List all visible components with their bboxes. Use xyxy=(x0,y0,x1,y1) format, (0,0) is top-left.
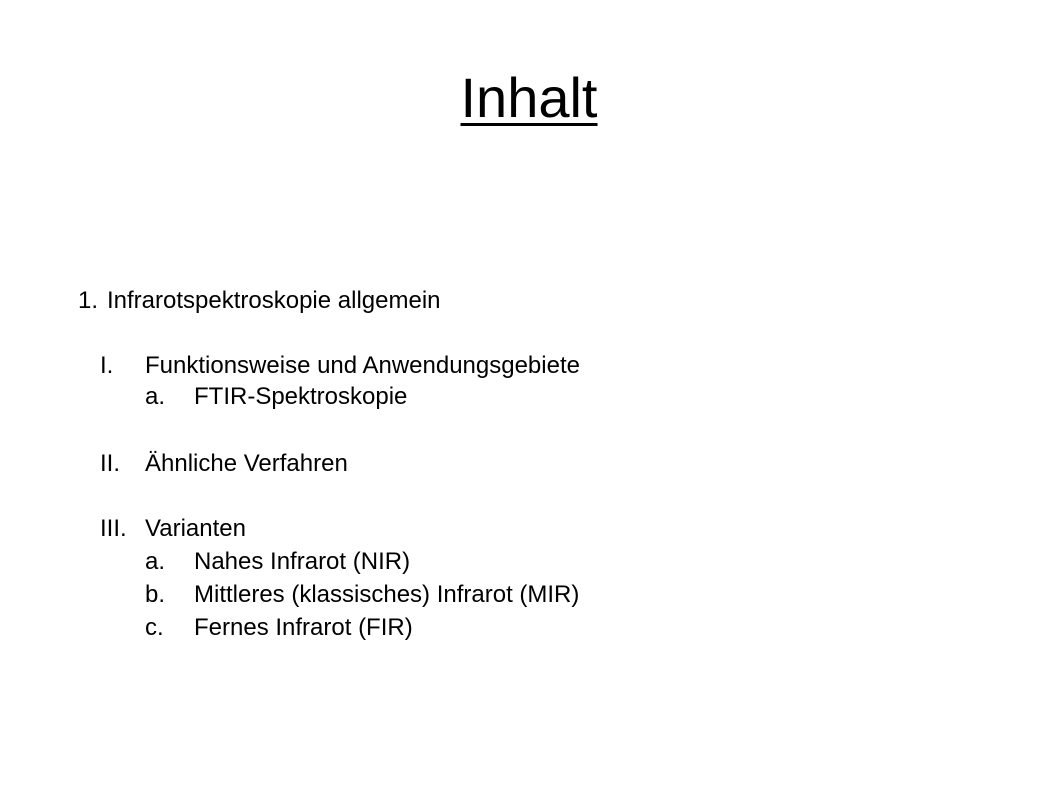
outline-text: Infrarotspektroskopie allgemein xyxy=(107,287,441,314)
outline-text: Ähnliche Verfahren xyxy=(145,450,348,477)
outline-marker: III. xyxy=(100,515,127,542)
outline-marker: 1. xyxy=(78,287,99,314)
slide-title: Inhalt xyxy=(460,66,598,129)
outline-marker: I. xyxy=(100,352,114,379)
outline-text: Varianten xyxy=(145,515,246,542)
outline-text: FTIR-Spektroskopie xyxy=(194,383,408,410)
outline-marker: b. xyxy=(145,581,166,608)
outline-marker: II. xyxy=(100,450,121,477)
outline-marker: a. xyxy=(145,383,166,410)
outline-text: Mittleres (klassisches) Infrarot (MIR) xyxy=(194,581,580,608)
outline-marker: a. xyxy=(145,548,166,575)
outline-marker: c. xyxy=(145,614,164,641)
outline-text: Nahes Infrarot (NIR) xyxy=(194,548,411,575)
outline-text: Funktionsweise und Anwendungsgebiete xyxy=(145,352,580,379)
outline-text: Fernes Infrarot (FIR) xyxy=(194,614,413,641)
